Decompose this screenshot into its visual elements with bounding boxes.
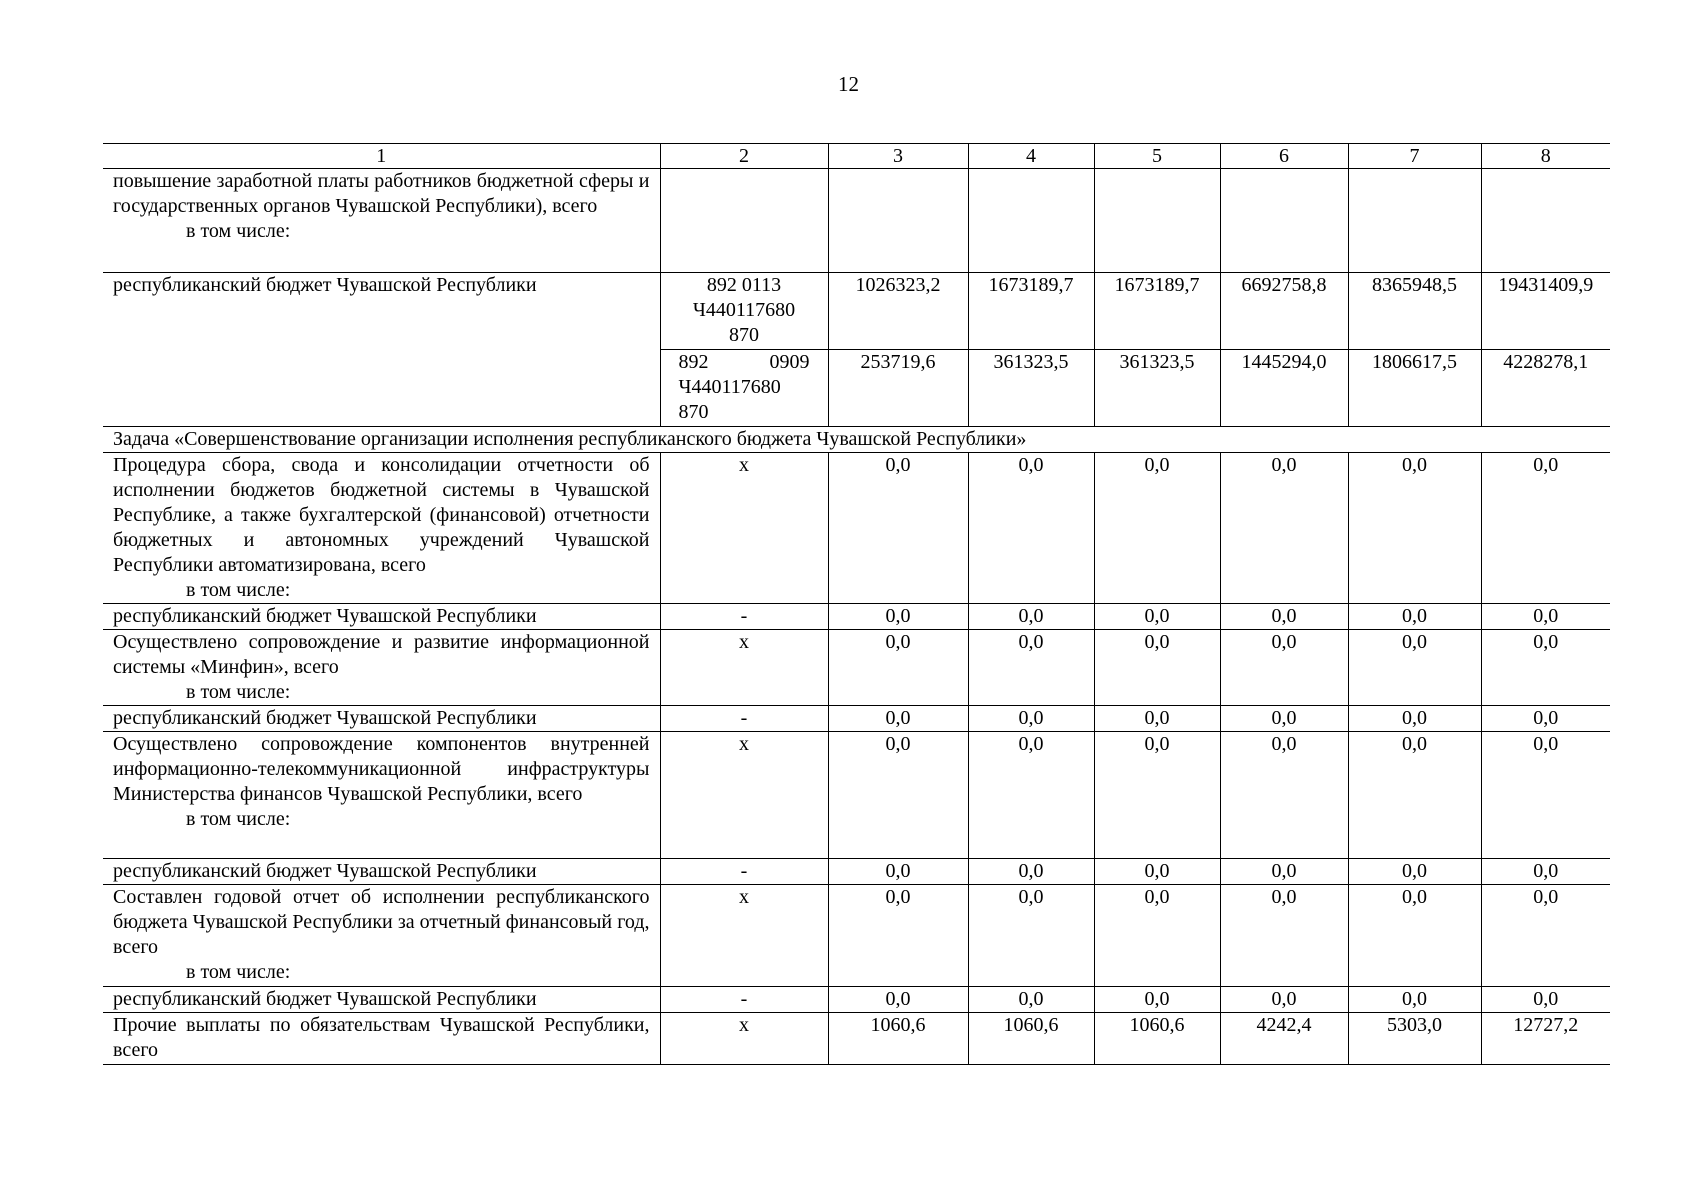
- value-cell: 0,0: [1094, 630, 1220, 706]
- value-cell: 0,0: [1094, 859, 1220, 885]
- value-cell: 0,0: [968, 604, 1094, 630]
- value-cell: 0,0: [1094, 453, 1220, 604]
- value-cell: 0,0: [828, 706, 968, 732]
- value-cell: 0,0: [1094, 987, 1220, 1013]
- row-code: х: [660, 1013, 828, 1065]
- table-row: [103, 1013, 1610, 1065]
- value-cell: 0,0: [828, 987, 968, 1013]
- table-row: [103, 885, 1610, 987]
- row-description: республиканский бюджет Чувашской Республики: [103, 859, 660, 885]
- column-header: 1: [103, 144, 660, 169]
- value-cell: 0,0: [1220, 987, 1348, 1013]
- value-cell: 0,0: [1481, 630, 1610, 706]
- value-cell: 0,0: [968, 630, 1094, 706]
- row-code: -: [660, 604, 828, 630]
- value-cell: 0,0: [1481, 885, 1610, 987]
- table-row: [103, 987, 1610, 1013]
- row-code: х: [660, 453, 828, 604]
- value-cell: 0,0: [1220, 706, 1348, 732]
- row-description: республиканский бюджет Чувашской Республики: [103, 987, 660, 1013]
- table-row: [103, 273, 1610, 350]
- row-code: 892 0909 Ч440117680 870: [660, 350, 828, 427]
- value-cell: 12727,2: [1481, 1013, 1610, 1065]
- value-cell: 6692758,8: [1220, 273, 1348, 350]
- value-cell: 0,0: [1094, 885, 1220, 987]
- table-row: [103, 630, 1610, 706]
- value-cell: 5303,0: [1348, 1013, 1481, 1065]
- value-cell: 0,0: [1481, 453, 1610, 604]
- value-cell: 0,0: [1348, 630, 1481, 706]
- value-cell: [1220, 169, 1348, 273]
- value-cell: [968, 169, 1094, 273]
- value-cell: 0,0: [968, 885, 1094, 987]
- value-cell: [1348, 169, 1481, 273]
- value-cell: [1094, 169, 1220, 273]
- value-cell: 1060,6: [828, 1013, 968, 1065]
- budget-table: [103, 143, 1610, 1065]
- value-cell: 0,0: [1481, 859, 1610, 885]
- value-cell: 0,0: [1481, 706, 1610, 732]
- row-code: -: [660, 706, 828, 732]
- value-cell: 19431409,9: [1481, 273, 1610, 350]
- value-cell: 1026323,2: [828, 273, 968, 350]
- row-description: республиканский бюджет Чувашской Республики: [103, 273, 660, 427]
- column-header: 5: [1094, 144, 1220, 169]
- value-cell: 253719,6: [828, 350, 968, 427]
- value-cell: 0,0: [1220, 885, 1348, 987]
- row-code: 892 0113 Ч440117680 870: [660, 273, 828, 350]
- value-cell: 8365948,5: [1348, 273, 1481, 350]
- value-cell: 0,0: [1481, 732, 1610, 859]
- value-cell: 0,0: [828, 453, 968, 604]
- value-cell: 0,0: [828, 885, 968, 987]
- value-cell: 0,0: [1481, 987, 1610, 1013]
- value-cell: 0,0: [1220, 604, 1348, 630]
- value-cell: 0,0: [1481, 604, 1610, 630]
- row-description: Составлен годовой отчет об исполнении республиканского бюджета Чувашской Республики за отчетный финансовый год, всего в том числе:: [103, 885, 660, 987]
- table-row: [103, 453, 1610, 604]
- value-cell: 0,0: [1348, 453, 1481, 604]
- row-code: -: [660, 859, 828, 885]
- task-row: [103, 427, 1610, 453]
- value-cell: 0,0: [968, 706, 1094, 732]
- value-cell: 0,0: [968, 859, 1094, 885]
- in-total-label: в том числе:: [186, 961, 291, 983]
- table-row: [103, 604, 1610, 630]
- row-description: Прочие выплаты по обязательствам Чувашской Республики, всего: [103, 1013, 660, 1065]
- value-cell: 4242,4: [1220, 1013, 1348, 1065]
- value-cell: 0,0: [828, 732, 968, 859]
- row-code: -: [660, 987, 828, 1013]
- row-code: х: [660, 885, 828, 987]
- column-header: 8: [1481, 144, 1610, 169]
- value-cell: 0,0: [828, 859, 968, 885]
- value-cell: 0,0: [1094, 706, 1220, 732]
- value-cell: 0,0: [1220, 630, 1348, 706]
- value-cell: 361323,5: [968, 350, 1094, 427]
- value-cell: 0,0: [1220, 859, 1348, 885]
- row-description: республиканский бюджет Чувашской Республики: [103, 604, 660, 630]
- table-header-row: [103, 144, 1610, 169]
- value-cell: 0,0: [1094, 604, 1220, 630]
- value-cell: 1060,6: [1094, 1013, 1220, 1065]
- table-row: [103, 169, 1610, 273]
- value-cell: 0,0: [1348, 885, 1481, 987]
- value-cell: 0,0: [1348, 706, 1481, 732]
- column-header: 3: [828, 144, 968, 169]
- value-cell: 0,0: [1094, 732, 1220, 859]
- value-cell: 1445294,0: [1220, 350, 1348, 427]
- row-description: Процедура сбора, свода и консолидации отчетности об исполнении бюджетов бюджетной системы в Чувашской Республике, а также бухгалтерской (финансовой) отчетности бюджетных и автономных учреждений Чувашской Республики автоматизирована, всего в том числе:: [103, 453, 660, 604]
- table-row: [103, 706, 1610, 732]
- in-total-label: в том числе:: [186, 579, 291, 601]
- in-total-label: в том числе:: [186, 808, 291, 830]
- value-cell: 1673189,7: [968, 273, 1094, 350]
- column-header: 6: [1220, 144, 1348, 169]
- table-row: [103, 859, 1610, 885]
- row-description: республиканский бюджет Чувашской Республики: [103, 706, 660, 732]
- value-cell: 0,0: [828, 604, 968, 630]
- value-cell: 0,0: [968, 987, 1094, 1013]
- column-header: 7: [1348, 144, 1481, 169]
- value-cell: 4228278,1: [1481, 350, 1610, 427]
- row-code: х: [660, 732, 828, 859]
- row-description: повышение заработной платы работников бюджетной сферы и государственных органов Чувашской Республики), всего в том числе:: [103, 169, 660, 273]
- column-header: 4: [968, 144, 1094, 169]
- column-header: 2: [660, 144, 828, 169]
- value-cell: 0,0: [968, 453, 1094, 604]
- row-description: Осуществлено сопровождение и развитие информационной системы «Минфин», всего в том числе:: [103, 630, 660, 706]
- value-cell: 1673189,7: [1094, 273, 1220, 350]
- value-cell: 0,0: [1348, 987, 1481, 1013]
- value-cell: 0,0: [828, 630, 968, 706]
- value-cell: 0,0: [968, 732, 1094, 859]
- row-code: х: [660, 630, 828, 706]
- value-cell: [828, 169, 968, 273]
- value-cell: 0,0: [1348, 859, 1481, 885]
- table-row: [103, 732, 1610, 859]
- row-description: Осуществлено сопровождение компонентов внутренней информационно-телекоммуникационной инфраструктуры Министерства финансов Чувашской Республики, всего в том числе:: [103, 732, 660, 859]
- value-cell: 361323,5: [1094, 350, 1220, 427]
- value-cell: 0,0: [1220, 453, 1348, 604]
- value-cell: [1481, 169, 1610, 273]
- page-number: 12: [838, 72, 859, 96]
- value-cell: 1806617,5: [1348, 350, 1481, 427]
- in-total-label: в том числе:: [186, 681, 291, 703]
- value-cell: 0,0: [1348, 604, 1481, 630]
- task-heading: Задача «Совершенствование организации исполнения республиканского бюджета Чувашской Республики»: [103, 427, 1610, 453]
- row-code: [660, 169, 828, 273]
- value-cell: 0,0: [1348, 732, 1481, 859]
- value-cell: 1060,6: [968, 1013, 1094, 1065]
- in-total-label: в том числе:: [186, 220, 291, 242]
- value-cell: 0,0: [1220, 732, 1348, 859]
